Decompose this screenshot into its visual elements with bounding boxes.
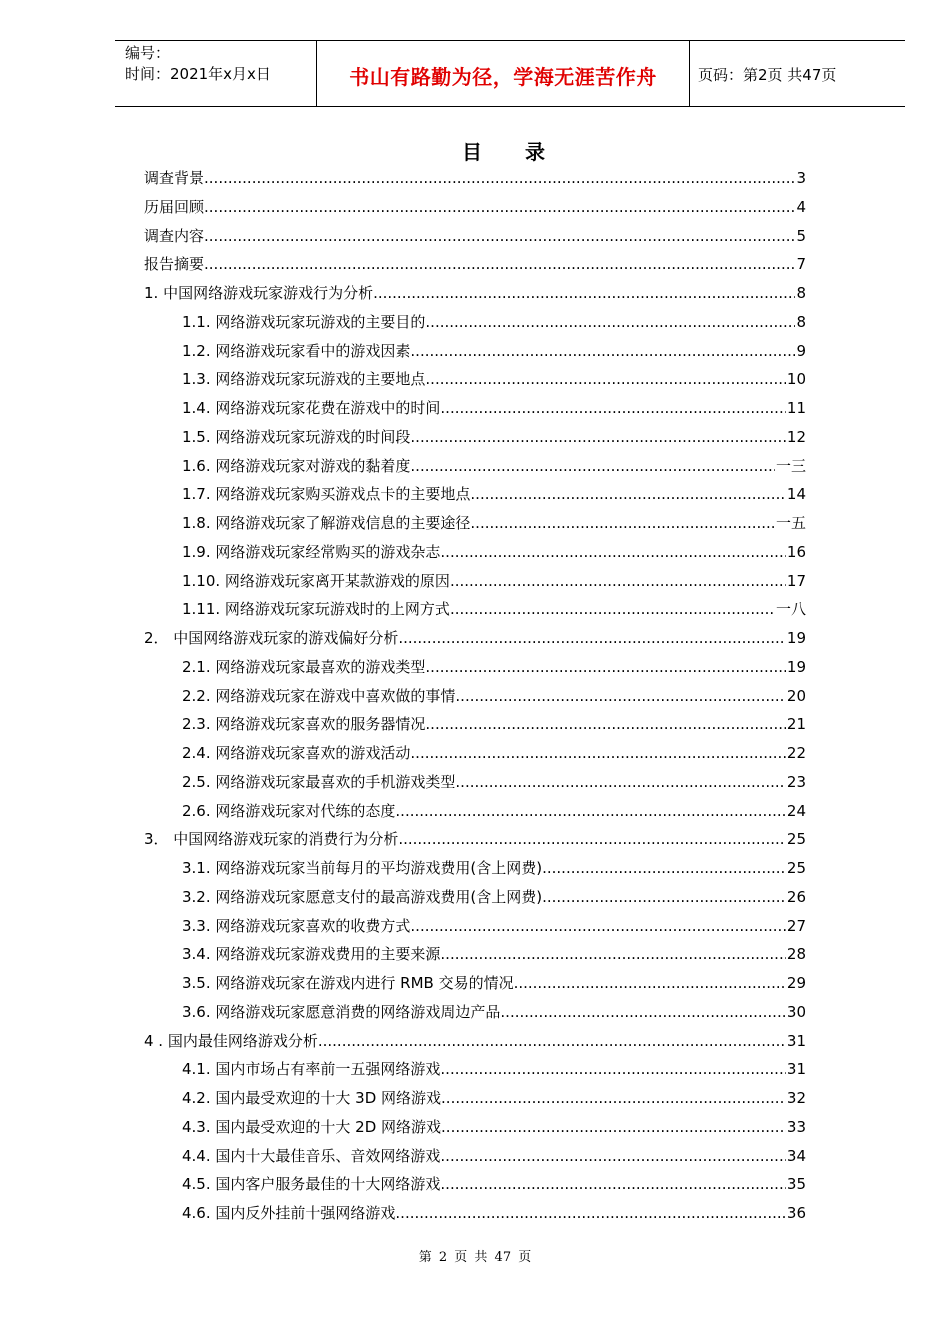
toc-entry-page: 7 xyxy=(796,255,806,274)
toc-entry[interactable] xyxy=(144,1084,806,1113)
toc-dot-leader xyxy=(450,567,786,596)
toc-entry[interactable] xyxy=(144,998,806,1027)
toc-entry[interactable] xyxy=(144,365,806,394)
toc-entry-title: 3.4. 网络游戏玩家游戏费用的主要来源 xyxy=(182,945,441,964)
toc-entry-page: 10 xyxy=(786,370,806,389)
toc-dot-leader xyxy=(425,308,795,337)
toc-entry[interactable] xyxy=(144,739,806,768)
header-motto: 书山有路勤为径，学海无涯苦作舟 xyxy=(349,65,657,89)
toc-entry[interactable] xyxy=(144,653,806,682)
toc-dot-leader xyxy=(441,1084,786,1113)
toc-entry-title: 1.7. 网络游戏玩家购买游戏点卡的主要地点 xyxy=(182,485,471,504)
toc-entry-title: 1.6. 网络游戏玩家对游戏的黏着度 xyxy=(182,456,411,475)
toc-entry-page: 22 xyxy=(786,744,806,762)
toc-entry-title: 2.3. 网络游戏玩家喜欢的服务器情况 xyxy=(182,715,426,734)
toc-dot-leader xyxy=(425,710,786,739)
toc-entry-page: 19 xyxy=(786,657,806,676)
toc-entry-page: 34 xyxy=(786,1146,806,1165)
toc-entry[interactable] xyxy=(144,825,806,854)
toc-entry-title: 1.5. 网络游戏玩家玩游戏的时间段 xyxy=(182,427,411,446)
toc-dot-leader xyxy=(470,480,786,509)
toc-title: 目 录 xyxy=(462,140,563,164)
toc-dot-leader xyxy=(410,739,786,768)
toc-entry[interactable] xyxy=(144,1199,806,1228)
toc-dot-leader xyxy=(410,452,775,481)
toc-dot-leader xyxy=(542,883,786,912)
toc-entry-title: 调查背景 xyxy=(144,169,205,187)
toc-entry-title: 1.9. 网络游戏玩家经常购买的游戏杂志 xyxy=(182,542,441,561)
toc-entry[interactable] xyxy=(144,710,806,739)
toc-dot-leader xyxy=(542,854,786,883)
toc-entry-title: 3． 中国网络游戏玩家的消费行为分析 xyxy=(144,830,399,849)
toc-entry[interactable] xyxy=(144,1170,806,1199)
toc-dot-leader xyxy=(514,969,786,998)
toc-entry[interactable] xyxy=(144,567,806,596)
toc-entry-page: 27 xyxy=(786,916,806,935)
toc-entry-page: 8 xyxy=(796,284,806,302)
toc-dot-leader xyxy=(455,768,786,797)
toc-entry-page: 35 xyxy=(786,1175,806,1194)
toc-entry-title: 1.2. 网络游戏玩家看中的游戏因素 xyxy=(182,341,411,360)
toc-entry-title: 1.10. 网络游戏玩家离开某款游戏的原因 xyxy=(182,571,450,590)
header-time-label: 时间：2021年x月x日 xyxy=(125,65,271,83)
toc-entry[interactable] xyxy=(144,682,806,711)
toc-dot-leader xyxy=(318,1027,786,1056)
toc-entry-page: 23 xyxy=(786,772,806,791)
toc-entry[interactable] xyxy=(144,1142,806,1171)
toc-entry[interactable] xyxy=(144,854,806,883)
toc-entry-page: 一八 xyxy=(775,600,806,619)
toc-entry-page: 3 xyxy=(796,169,806,187)
toc-entry[interactable] xyxy=(144,222,806,251)
toc-entry-title: 1.1. 网络游戏玩家玩游戏的主要目的 xyxy=(182,312,426,331)
table-of-contents xyxy=(144,164,806,1228)
toc-dot-leader xyxy=(398,825,786,854)
toc-entry-title: 3.6. 网络游戏玩家愿意消费的网络游戏周边产品 xyxy=(182,1002,501,1021)
toc-entry-title: 3.1. 网络游戏玩家当前每月的平均游戏费用(含上网费) xyxy=(182,859,543,877)
toc-dot-leader xyxy=(455,682,786,711)
toc-entry-page: 29 xyxy=(786,974,806,992)
toc-entry-title: 调查内容 xyxy=(144,226,205,245)
toc-entry[interactable] xyxy=(144,538,806,567)
page-footer: 第 2 页 共 47 页 xyxy=(418,1250,532,1265)
toc-entry-title: 4.2. 国内最受欢迎的十大 3D 网络游戏 xyxy=(182,1089,442,1107)
toc-entry-page: 31 xyxy=(786,1060,806,1079)
toc-entry-page: 8 xyxy=(796,312,806,331)
toc-entry[interactable] xyxy=(144,595,806,624)
toc-entry-title: 报告摘要 xyxy=(144,255,205,274)
toc-entry-title: 历届回顾 xyxy=(144,197,205,216)
toc-dot-leader xyxy=(410,912,786,941)
toc-entry-page: 31 xyxy=(786,1031,806,1050)
toc-dot-leader xyxy=(204,222,795,251)
toc-entry-title: 1. 中国网络游戏玩家游戏行为分析 xyxy=(144,284,374,302)
toc-entry[interactable] xyxy=(144,1055,806,1084)
toc-entry-page: 4 xyxy=(796,197,806,216)
toc-entry-page: 28 xyxy=(786,945,806,964)
toc-entry[interactable] xyxy=(144,337,806,366)
toc-entry-title: 3.5. 网络游戏玩家在游戏内进行 RMB 交易的情况 xyxy=(182,974,514,992)
toc-entry[interactable] xyxy=(144,1113,806,1142)
toc-entry-page: 12 xyxy=(786,427,806,446)
toc-dot-leader xyxy=(470,509,775,538)
header-divider-right xyxy=(689,41,690,106)
toc-entry-title: 1.4. 网络游戏玩家花费在游戏中的时间 xyxy=(182,399,441,417)
toc-entry[interactable] xyxy=(144,797,806,826)
toc-dot-leader xyxy=(395,797,786,826)
toc-entry-title: 3.2. 网络游戏玩家愿意支付的最高游戏费用(含上网费) xyxy=(182,887,543,906)
toc-entry-title: 4 . 国内最佳网络游戏分析 xyxy=(144,1031,318,1050)
toc-entry-title: 4.3. 国内最受欢迎的十大 2D 网络游戏 xyxy=(182,1117,442,1136)
toc-entry-page: 16 xyxy=(786,542,806,561)
toc-entry-title: 3.3. 网络游戏玩家喜欢的收费方式 xyxy=(182,916,411,935)
toc-entry-title: 1.3. 网络游戏玩家玩游戏的主要地点 xyxy=(182,370,426,389)
toc-entry[interactable] xyxy=(144,509,806,538)
toc-entry[interactable] xyxy=(144,1027,806,1056)
toc-dot-leader xyxy=(204,164,795,193)
toc-dot-leader xyxy=(410,423,786,452)
toc-dot-leader xyxy=(440,1142,786,1171)
toc-dot-leader xyxy=(440,940,786,969)
toc-entry[interactable] xyxy=(144,394,806,423)
toc-entry-page: 14 xyxy=(786,485,806,504)
toc-dot-leader xyxy=(450,595,775,624)
header-page-info: 页码：第2页 共47页 xyxy=(698,66,837,84)
toc-entry[interactable] xyxy=(144,452,806,481)
toc-entry-page: 19 xyxy=(786,629,806,647)
toc-entry-title: 4.4. 国内十大最佳音乐、音效网络游戏 xyxy=(182,1146,441,1165)
toc-entry-page: 32 xyxy=(786,1089,806,1107)
toc-entry-page: 33 xyxy=(786,1117,806,1136)
toc-entry[interactable] xyxy=(144,883,806,912)
toc-entry[interactable] xyxy=(144,279,806,308)
toc-dot-leader xyxy=(398,624,786,653)
toc-entry-page: 24 xyxy=(786,801,806,820)
toc-entry-title: 2.5. 网络游戏玩家最喜欢的手机游戏类型 xyxy=(182,772,456,791)
toc-dot-leader xyxy=(500,998,786,1027)
toc-entry-title: 2.1. 网络游戏玩家最喜欢的游戏类型 xyxy=(182,657,426,676)
toc-dot-leader xyxy=(425,653,786,682)
toc-dot-leader xyxy=(425,365,786,394)
toc-entry-title: 2． 中国网络游戏玩家的游戏偏好分析 xyxy=(144,629,399,647)
toc-dot-leader xyxy=(440,1055,786,1084)
toc-entry-page: 20 xyxy=(786,686,806,705)
toc-entry-page: 17 xyxy=(786,571,806,590)
toc-entry-title: 4.1. 国内市场占有率前一五强网络游戏 xyxy=(182,1060,441,1079)
toc-entry[interactable] xyxy=(144,164,806,193)
toc-entry-page: 25 xyxy=(786,859,806,877)
toc-entry-title: 2.4. 网络游戏玩家喜欢的游戏活动 xyxy=(182,744,411,762)
toc-entry-title: 1.8. 网络游戏玩家了解游戏信息的主要途径 xyxy=(182,514,471,532)
toc-entry-title: 1.11. 网络游戏玩家玩游戏时的上网方式 xyxy=(182,600,450,619)
toc-entry-title: 4.6. 国内反外挂前十强网络游戏 xyxy=(182,1204,396,1222)
toc-entry-page: 一三 xyxy=(775,456,806,475)
toc-entry-page: 一五 xyxy=(775,514,806,532)
toc-dot-leader xyxy=(204,193,795,222)
toc-entry-page: 5 xyxy=(796,226,806,245)
toc-entry[interactable] xyxy=(144,193,806,222)
toc-dot-leader xyxy=(440,1170,786,1199)
toc-dot-leader xyxy=(395,1199,786,1228)
toc-entry-page: 25 xyxy=(786,830,806,849)
toc-dot-leader xyxy=(410,337,795,366)
toc-entry-page: 9 xyxy=(796,341,806,360)
toc-entry[interactable] xyxy=(144,624,806,653)
toc-dot-leader xyxy=(440,394,786,423)
toc-entry[interactable] xyxy=(144,423,806,452)
header-code-label: 编号： xyxy=(125,44,171,62)
toc-entry-page: 11 xyxy=(786,399,806,417)
toc-dot-leader xyxy=(441,1113,786,1142)
toc-entry-page: 36 xyxy=(786,1204,806,1222)
toc-entry-page: 30 xyxy=(786,1002,806,1021)
toc-entry-title: 2.2. 网络游戏玩家在游戏中喜欢做的事情 xyxy=(182,686,456,705)
header-meta xyxy=(125,43,271,85)
toc-dot-leader xyxy=(373,279,795,308)
toc-dot-leader xyxy=(204,250,795,279)
toc-entry[interactable] xyxy=(144,480,806,509)
toc-entry[interactable] xyxy=(144,969,806,998)
page-header xyxy=(115,40,905,107)
toc-entry[interactable] xyxy=(144,940,806,969)
toc-entry[interactable] xyxy=(144,768,806,797)
toc-entry-title: 2.6. 网络游戏玩家对代练的态度 xyxy=(182,801,396,820)
toc-entry[interactable] xyxy=(144,308,806,337)
toc-entry[interactable] xyxy=(144,250,806,279)
toc-entry[interactable] xyxy=(144,912,806,941)
toc-entry-title: 4.5. 国内客户服务最佳的十大网络游戏 xyxy=(182,1175,441,1194)
toc-dot-leader xyxy=(440,538,786,567)
toc-entry-page: 26 xyxy=(786,887,806,906)
toc-entry-page: 21 xyxy=(786,715,806,734)
